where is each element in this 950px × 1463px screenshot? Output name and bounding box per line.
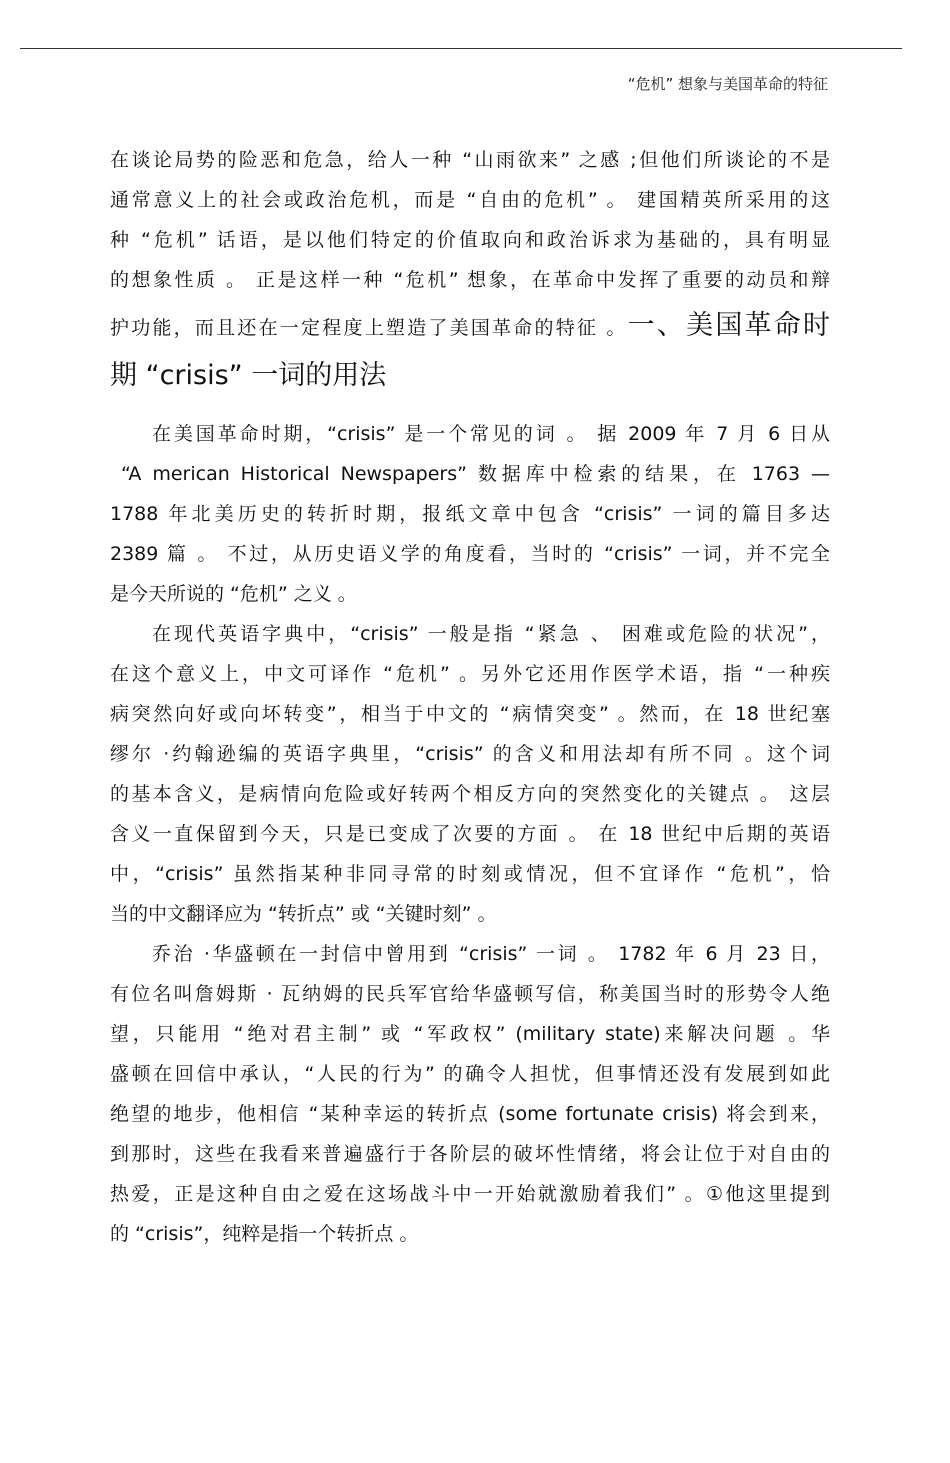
text-line: 当的中文翻译应为 “转折点” 或 “关键时刻” 。 [110,903,497,925]
text-line: 到那时，这些在我看来普遍盛行于各阶层的破坏性情绪，将会让位于对自由的 [110,1143,830,1165]
text-line: 盛顿在回信中承认，“人民的行为” 的确令人担忧，但事情还没有发展到如此 [110,1063,830,1085]
header-rule [20,48,902,49]
text-line: 病突然向好或向坏转变”，相当于中文的 “病情突变” 。然而，在 18 世纪塞 [110,703,830,725]
running-header: “危机” 想象与美国革命的特征 [627,75,828,93]
text-line: 在美国革命时期，“crisis” 是一个常见的词 。 据 2009 年 7 月 6 日从 [152,423,830,445]
text-line: 望，只能用 “绝对君主制” 或 “军政权” (military state)来解决问题 。华 [110,1023,830,1045]
text-line: 缪尔 ·约翰逊编的英语字典里，“crisis” 的含义和用法却有所不同 。这个词 [110,743,830,765]
text-line: 乔治 ·华盛顿在一封信中曾用到 “crisis” 一词 。 1782 年 6 月 23 日， [152,943,830,965]
text-line: 在谈论局势的险恶和危急，给人一种 “山雨欲来” 之感 ;但他们所谈论的不是 [110,149,830,171]
text-line: “A merican Historical Newspapers” 数据库中检索的结果，在 1763 — [121,463,830,485]
paragraph-1 [110,414,830,614]
text-line: 中，“crisis” 虽然指某种非同寻常的时刻或情况，但不宜译作 “危机”，恰 [110,863,830,885]
article-body [110,140,830,1254]
text-line: 在这个意义上，中文可译作 “危机” 。另外它还用作医学术语，指 “一种疾 [110,663,830,685]
text-line: 有位名叫詹姆斯 · 瓦纳姆的民兵军官给华盛顿写信，称美国当时的形势令人绝 [110,983,830,1005]
text-line: 绝望的地步，他相信 “某种幸运的转折点 (some fortunate crisis) 将会到来， [110,1103,830,1125]
paragraph-2 [110,614,830,934]
text-line: 的 “crisis”，纯粹是指一个转折点 。 [110,1223,419,1245]
section-heading-end: 期 “crisis” 一词的用法 [110,360,387,391]
intro-paragraph [110,140,830,400]
text-line-fragment: 护功能，而且还在一定程度上塑造了美国革命的特征 。 [110,317,628,339]
text-line-with-heading [110,300,830,352]
paragraph-3 [110,934,830,1254]
text-line: 种 “危机” 话语，是以他们特定的价值取向和政治诉求为基础的，具有明显 [110,229,830,251]
text-line: 的想象性质 。 正是这样一种 “危机” 想象，在革命中发挥了重要的动员和辩 [110,269,830,291]
text-line: 2389 篇 。 不过，从历史语义学的角度看，当时的 “crisis” 一词，并不完全 [110,543,830,565]
text-line: 含义一直保留到今天，只是已变成了次要的方面 。 在 18 世纪中后期的英语 [110,823,830,845]
text-line: 在现代英语字典中，“crisis” 一般是指 “紧急 、 困难或危险的状况”， [152,623,830,645]
text-line: 1788 年北美历史的转折时期，报纸文章中包含 “crisis” 一词的篇目多达 [110,503,830,525]
text-line: 的基本含义，是病情向危险或好转两个相反方向的突然变化的关键点 。 这层 [110,783,830,805]
section-heading-start: 一、美国革命时 [627,310,831,341]
text-line: 热爱，正是这种自由之爱在这场战斗中一开始就激励着我们” 。①他这里提到 [110,1183,830,1205]
text-line: 是今天所说的 “危机” 之义 。 [110,583,357,605]
text-line: 通常意义上的社会或政治危机，而是 “自由的危机” 。 建国精英所采用的这 [110,189,830,211]
